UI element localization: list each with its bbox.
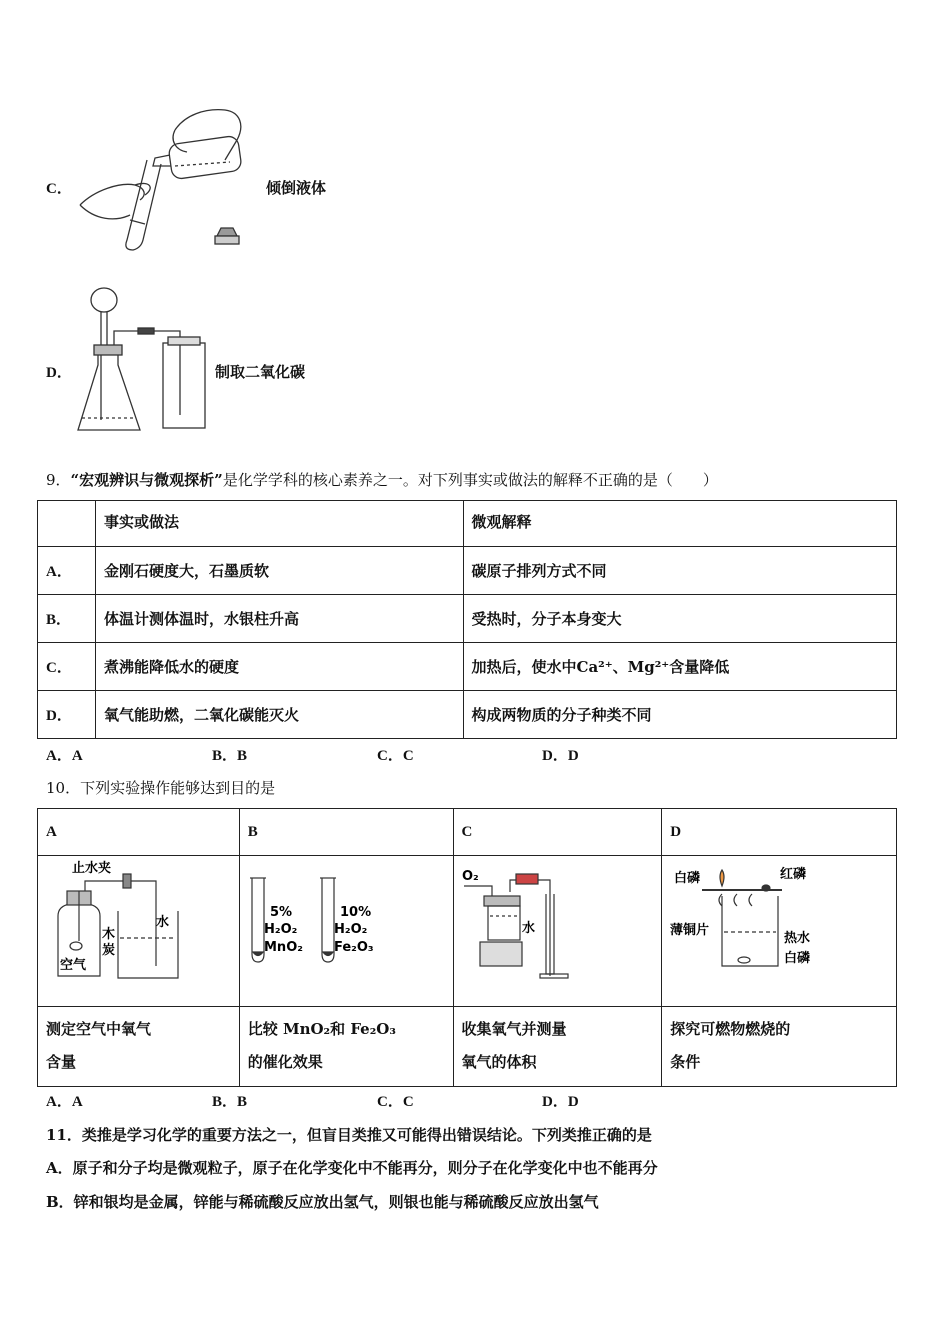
q10-cap-b <box>239 1007 453 1087</box>
fig-b-label-mno2: MnO₂ <box>263 940 303 955</box>
row-explain: 受热时，分子本身变大 <box>463 595 897 643</box>
q9-header-row <box>38 501 897 547</box>
oxygen-collection-apparatus <box>454 856 661 1002</box>
pour-liquid-illustration <box>75 100 255 255</box>
fig-a-label-water: 水 <box>156 915 170 930</box>
q10-fig-cell-a <box>38 856 240 1007</box>
cap-line-1: 比较 MnO₂和 Fe₂O₃ <box>247 1020 396 1038</box>
q10-caption-row <box>38 1007 897 1087</box>
q9-stem <box>46 469 718 490</box>
row-option: A． <box>38 547 96 595</box>
cap-line-2: 条件 <box>670 1053 701 1071</box>
fig-a-label-charcoal-2: 炭 <box>102 943 116 958</box>
fig-b-label-5pct: 5% <box>269 905 292 920</box>
q9-stem-quote: “宏观辨识与微观探析” <box>70 471 223 489</box>
fig-a-label-clamp: 止水夹 <box>72 861 112 876</box>
row-option: B． <box>38 595 96 643</box>
row-option: C． <box>38 643 96 691</box>
row-fact: 煮沸能降低水的硬度 <box>95 643 463 691</box>
q10-cap-d <box>662 1007 897 1087</box>
q9-answer-a[interactable]: A．A <box>46 748 83 764</box>
q9-number: 9． <box>46 471 71 489</box>
row-fact: 金刚石硬度大，石墨质软 <box>95 547 463 595</box>
cap-line-1: 收集氧气并测量 <box>461 1020 567 1038</box>
q10-stem: 10．下列实验操作能够达到目的是 <box>46 779 276 797</box>
fig-d-label-copper: 薄铜片 <box>670 923 710 938</box>
q8-option-d-label: D． <box>46 365 72 381</box>
co2-apparatus-illustration <box>70 285 215 437</box>
table-row <box>38 691 897 739</box>
row-explain: 碳原子排列方式不同 <box>463 547 897 595</box>
fig-c-label-o2: O₂ <box>461 869 479 884</box>
q10-answer-a[interactable]: A．A <box>46 1094 83 1110</box>
q10-fig-cell-c <box>453 856 662 1007</box>
q10-cap-a <box>38 1007 240 1087</box>
fig-a-label-air: 空气 <box>60 958 87 973</box>
row-fact: 体温计测体温时，水银柱升高 <box>95 595 463 643</box>
cap-line-1: 测定空气中氧气 <box>46 1020 152 1038</box>
fig-d-label-red-p: 红磷 <box>780 867 807 882</box>
q9-header-fact: 事实或做法 <box>95 501 463 547</box>
fig-b-label-h2o2-2: H₂O₂ <box>333 922 368 937</box>
fig-b-label-10pct: 10% <box>339 905 371 920</box>
table-row <box>38 595 897 643</box>
q9-header-explain: 微观解释 <box>463 501 897 547</box>
q11-option-a[interactable]: A．原子和分子均是微观粒子，原子在化学变化中不能再分，则分子在化学变化中也不能再分 <box>46 1159 658 1177</box>
q9-answer-c[interactable]: C．C <box>377 748 414 764</box>
row-fact: 氧气能助燃，二氧化碳能灭火 <box>95 691 463 739</box>
q9-answer-d[interactable]: D．D <box>542 748 579 764</box>
q10-cap-c <box>453 1007 662 1087</box>
q10-fig-cell-d <box>662 856 897 1007</box>
q10-head-a: A <box>38 809 240 856</box>
q11-stem: 11．类推是学习化学的重要方法之一，但盲目类推又可能得出错误结论。下列类推正确的是 <box>46 1126 652 1144</box>
q10-answer-c[interactable]: C．C <box>377 1094 414 1110</box>
q11-option-b[interactable]: B．锌和银均是金属，锌能与稀硫酸反应放出氢气，则银也能与稀硫酸反应放出氢气 <box>46 1193 599 1211</box>
fig-b-label-fe2o3: Fe₂O₃ <box>333 940 374 955</box>
cap-line-2: 含量 <box>46 1053 77 1071</box>
fig-c-label-water: 水 <box>521 921 535 936</box>
q9-stem-rest: 是化学学科的核心素养之一。对下列事实或做法的解释不正确的是（ ） <box>222 471 718 489</box>
fig-d-label-hot-water: 热水 <box>784 931 811 946</box>
fig-d-label-white-p-top: 白磷 <box>674 871 701 886</box>
fig-a-label-charcoal-1: 木 <box>102 927 116 942</box>
row-explain: 加热后，使水中Ca²⁺、Mg²⁺含量降低 <box>463 643 897 691</box>
q10-answer-b[interactable]: B．B <box>212 1094 248 1110</box>
q10-head-d: D <box>662 809 897 856</box>
q10-fig-cell-b <box>239 856 453 1007</box>
cap-line-2: 氧气的体积 <box>461 1053 537 1071</box>
q9-answer-b[interactable]: B．B <box>212 748 248 764</box>
oxygen-content-apparatus <box>38 856 238 1002</box>
table-row <box>38 643 897 691</box>
row-explain: 构成两物质的分子种类不同 <box>463 691 897 739</box>
q10-figure-row <box>38 856 897 1007</box>
q10-head-c: C <box>453 809 662 856</box>
cap-line-1: 探究可燃物燃烧的 <box>670 1020 791 1038</box>
q9-table <box>37 500 897 739</box>
q10-header-row <box>38 809 897 856</box>
q10-table <box>37 808 897 1087</box>
cap-line-2: 的催化效果 <box>247 1053 323 1071</box>
combustion-conditions-apparatus <box>662 856 895 1002</box>
table-row <box>38 547 897 595</box>
q10-head-b: B <box>239 809 453 856</box>
row-option: D． <box>38 691 96 739</box>
q10-answer-d[interactable]: D．D <box>542 1094 579 1110</box>
q8-option-c-label: C． <box>46 181 72 197</box>
q9-header-blank <box>38 501 96 547</box>
q8-option-d-caption: 制取二氧化碳 <box>215 363 306 381</box>
fig-d-label-white-p-bottom: 白磷 <box>784 951 811 966</box>
q8-option-c-caption: 倾倒液体 <box>266 179 327 197</box>
catalyst-comparison-tubes <box>240 856 452 1002</box>
fig-b-label-h2o2-1: H₂O₂ <box>263 922 298 937</box>
